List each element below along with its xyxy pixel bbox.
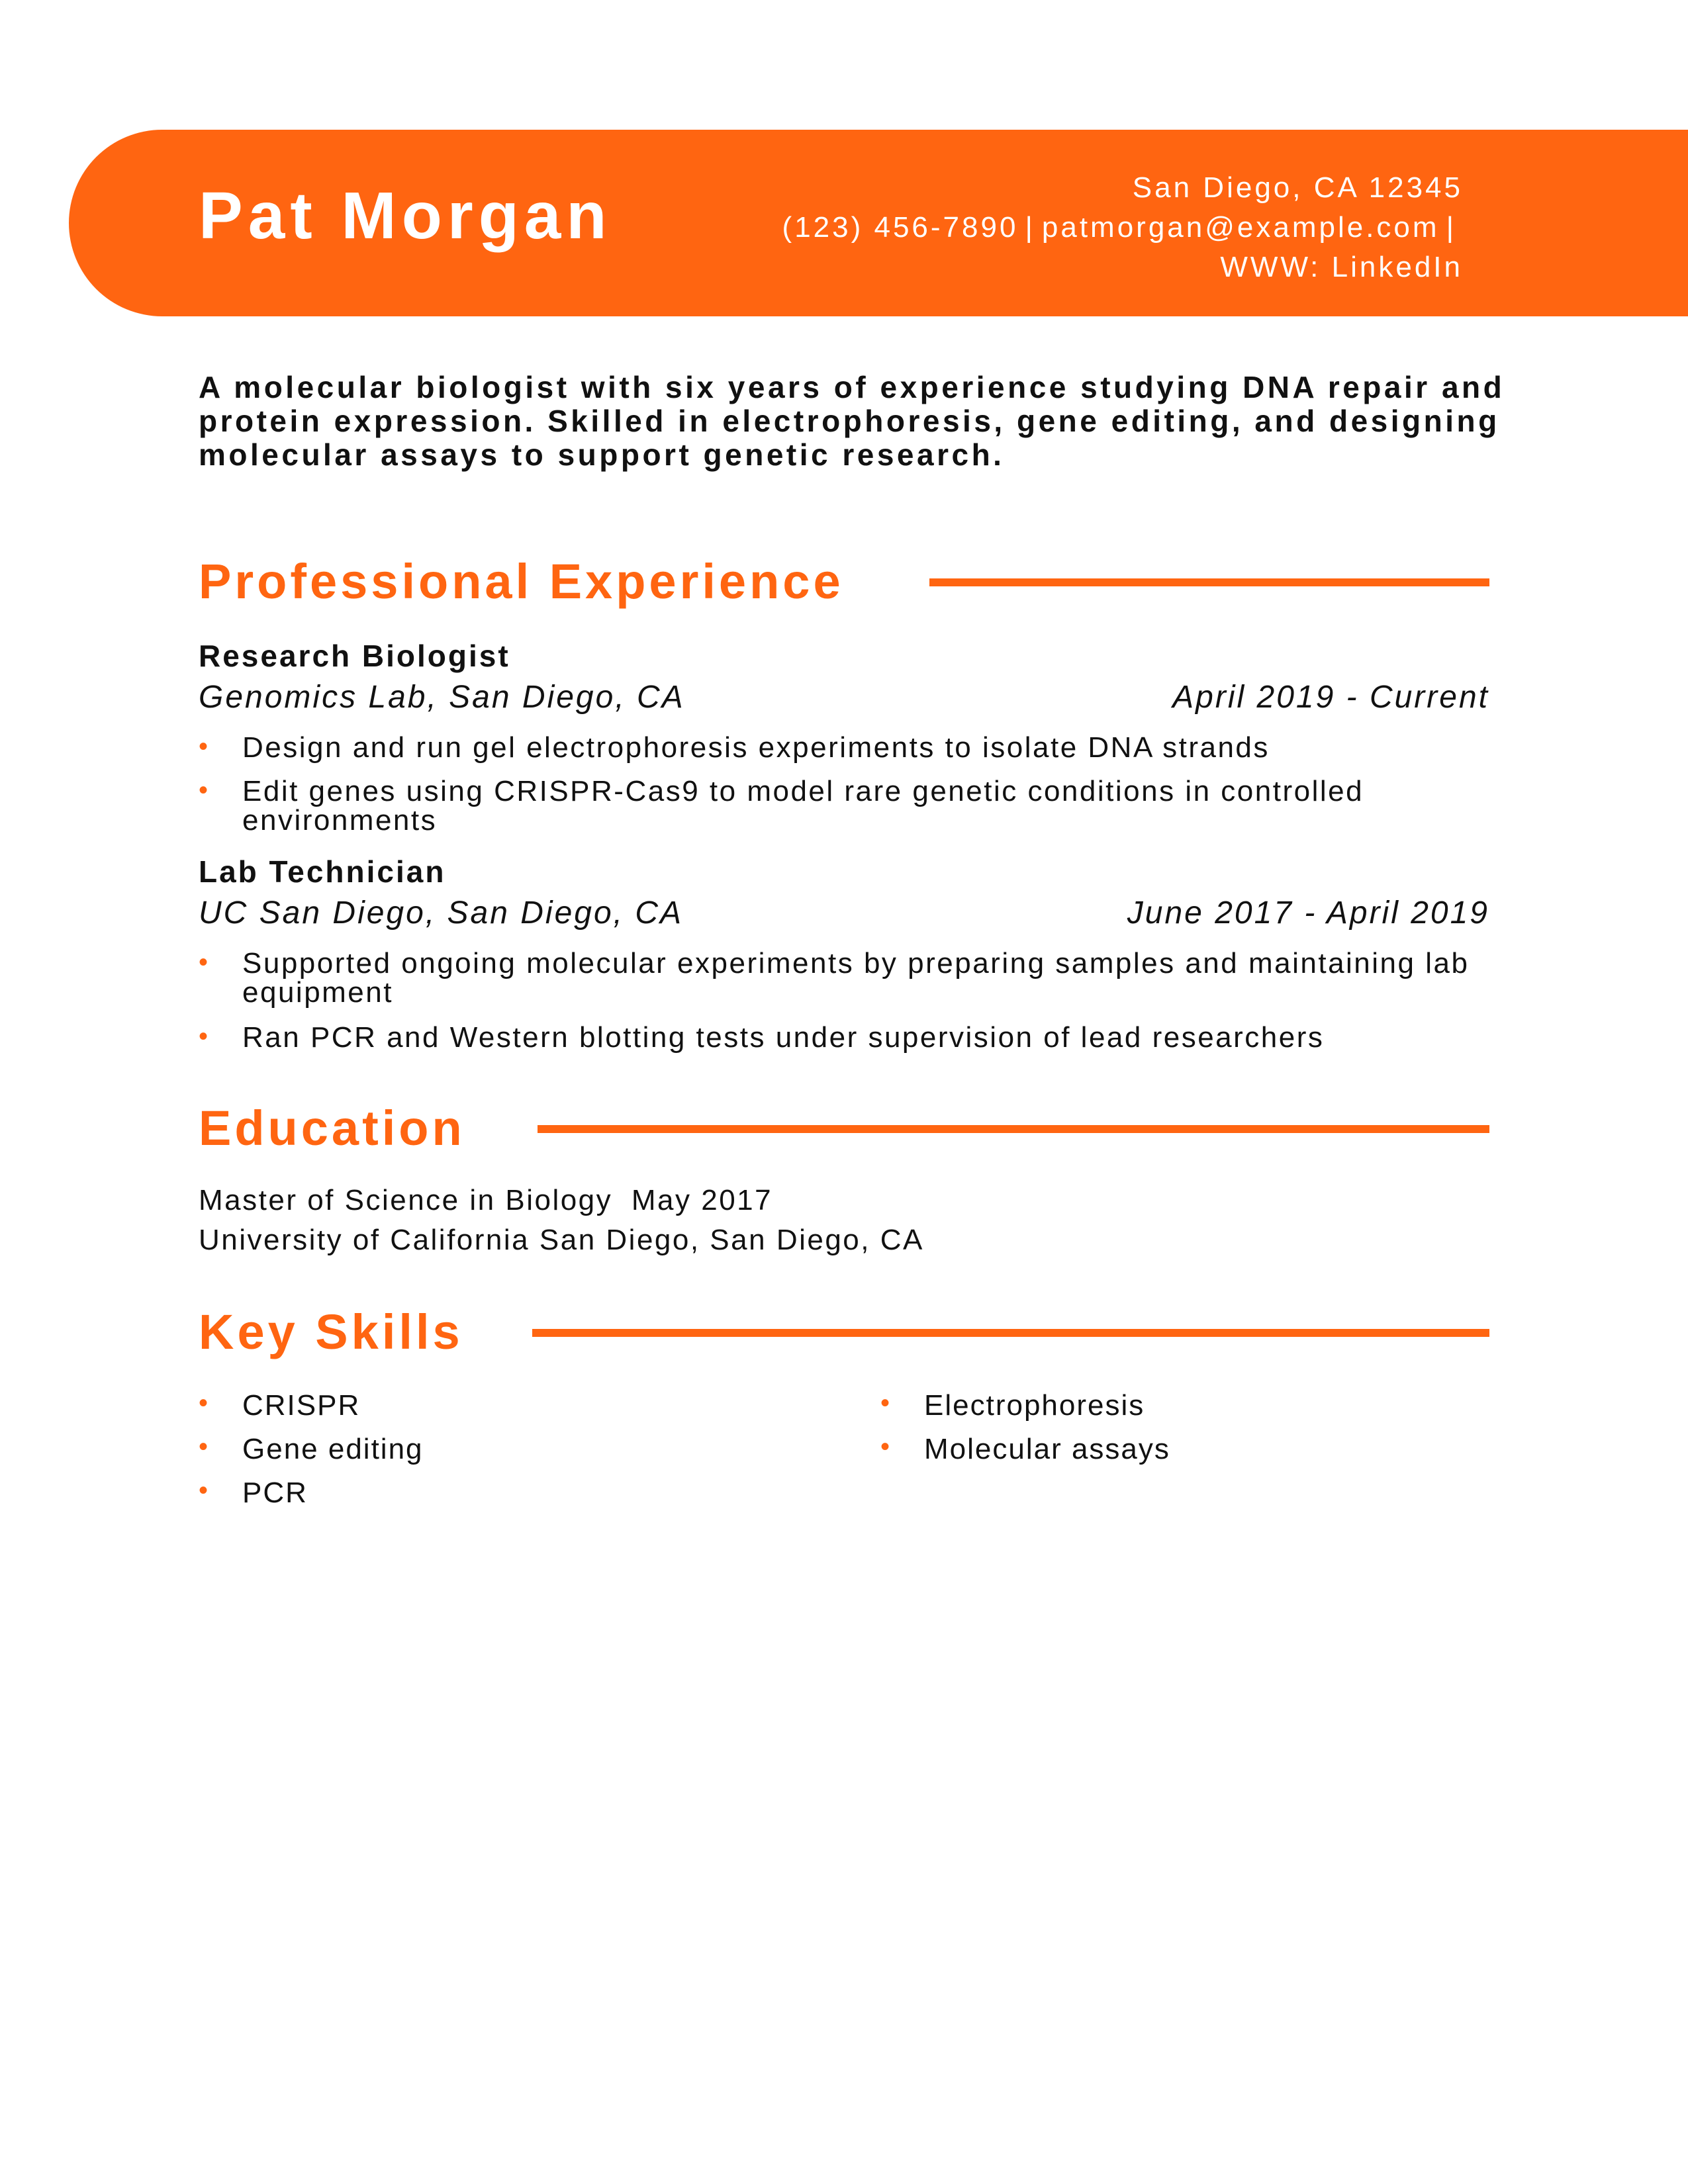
bullet-text: Design and run gel electrophoresis experiments to isolate DNA strands	[242, 731, 1270, 764]
experience-heading: Professional Experience	[199, 554, 844, 609]
job-organization: Genomics Lab, San Diego, CA	[199, 680, 685, 715]
bullet-icon: •	[199, 1432, 210, 1461]
degree-line	[199, 1186, 773, 1215]
skill-label: Molecular assays	[924, 1433, 1170, 1465]
skill-label: Electrophoresis	[924, 1389, 1145, 1422]
experience-divider	[929, 578, 1489, 586]
professional-summary: A molecular biologist with six years of experience studying DNA repair and protein expression. Skilled in electrophoresis, gene editing, and designing molecular assays to support genetic research.	[199, 370, 1505, 472]
phone-email-line	[782, 208, 1463, 248]
job-bullet	[199, 777, 1489, 835]
job-title: Research Biologist	[199, 639, 510, 673]
candidate-name: Pat Morgan	[199, 179, 612, 253]
email-link[interactable]: patmorgan@example.com	[1041, 211, 1440, 244]
skill-item	[880, 1388, 1145, 1422]
bullet-icon: •	[880, 1388, 892, 1418]
bullet-icon: •	[880, 1432, 892, 1461]
skill-item	[199, 1432, 424, 1465]
bullet-icon: •	[199, 776, 210, 805]
skills-heading: Key Skills	[199, 1304, 463, 1359]
graduation-date: May 2017	[631, 1184, 773, 1216]
bullet-text: Edit genes using CRISPR-Cas9 to model rare genetic conditions in controlled environments	[242, 775, 1364, 837]
bullet-icon: •	[199, 1388, 210, 1418]
skill-item	[199, 1388, 361, 1422]
bullet-text: Ran PCR and Western blotting tests under supervision of lead researchers	[242, 1021, 1325, 1054]
job-title: Lab Technician	[199, 854, 446, 889]
job-bullet	[199, 1023, 1489, 1052]
skill-item	[199, 1476, 308, 1509]
degree: Master of Science in Biology	[199, 1184, 613, 1216]
job-bullet	[199, 949, 1489, 1007]
job-organization: UC San Diego, San Diego, CA	[199, 895, 683, 931]
website-link[interactable]: WWW: LinkedIn	[1220, 251, 1463, 283]
job-bullet	[199, 733, 1489, 762]
skill-item	[880, 1432, 1170, 1465]
bullet-text: Supported ongoing molecular experiments by preparing samples and maintaining lab equipment	[242, 947, 1470, 1009]
separator: |	[1446, 211, 1456, 244]
header-banner	[69, 130, 1688, 316]
job-dates: April 2019 - Current	[1172, 680, 1489, 715]
skill-label: PCR	[242, 1477, 308, 1509]
address: San Diego, CA 12345	[1132, 171, 1463, 204]
skill-label: CRISPR	[242, 1389, 361, 1422]
education-divider	[538, 1125, 1489, 1133]
school: University of California San Diego, San Diego, CA	[199, 1224, 924, 1256]
job-dates: June 2017 - April 2019	[1127, 895, 1489, 931]
skill-label: Gene editing	[242, 1433, 424, 1465]
phone: (123) 456-7890	[782, 211, 1019, 244]
bullet-icon: •	[199, 948, 210, 977]
contact-info	[782, 168, 1463, 287]
bullet-icon: •	[199, 1476, 210, 1505]
bullet-icon: •	[199, 732, 210, 761]
skills-divider	[532, 1329, 1489, 1337]
bullet-icon: •	[199, 1022, 210, 1051]
education-heading: Education	[199, 1101, 465, 1156]
separator: |	[1025, 211, 1035, 244]
